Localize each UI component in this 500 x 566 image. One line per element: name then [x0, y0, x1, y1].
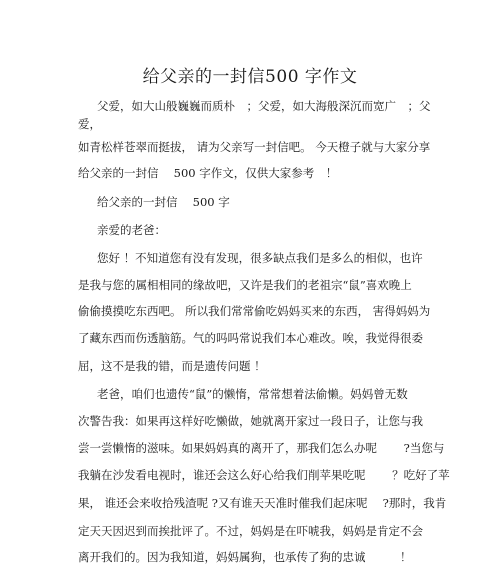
- paragraph-line: 次警告我：如果再这样好吃懒做，她就离开家过一段日子，让您与我: [78, 414, 423, 428]
- paragraph-line: 父爱，如大山般巍巍而质朴 ；父爱，如大海般深沉而宽广 ；父: [97, 99, 431, 113]
- paragraph-line: 屈，这不是我的错，而是遗传问题 ！: [78, 359, 266, 373]
- paragraph-line: 是我与您的属相相同的缘故吧，又许是我们的老祖宗“鼠”喜欢晚上: [78, 278, 412, 292]
- paragraph-line: 爱，: [78, 117, 101, 131]
- salutation: 亲爱的老爸：: [97, 223, 166, 237]
- paragraph-line: 给父亲的一封信 500 字: [97, 195, 230, 209]
- paragraph-line: 您好 ！不知道您有没有发现，很多缺点我们是多么的相似，也许: [97, 251, 423, 265]
- paragraph-line: 如青松样苍翠而挺拔， 请为父亲写一封信吧。 今天橙子就与大家分享: [78, 140, 431, 154]
- paragraph-line: 尝一尝懒惰的滋味。如果妈妈真的离开了，那我们怎么办呢 ?当您与: [78, 441, 445, 455]
- paragraph-line: 我躺在沙发看电视时，谁还会这么好心给我们削苹果吃呢 ？吃好了苹: [78, 468, 450, 482]
- paragraph-line: 给父亲的一封信 500 字作文，仅供大家参考 ！: [78, 166, 338, 180]
- document-title: 给父亲的一封信500 字作文: [142, 67, 358, 87]
- paragraph-line: 老爸，咱们也遗传“鼠”的懒惰，常常想着法偷懒。妈妈曾无数: [97, 387, 408, 401]
- paragraph-line: 定天天因迟到而挨批评了。不过，妈妈是在吓唬我，妈妈是肯定不会: [78, 524, 423, 538]
- paragraph-line: 果， 谁还会来收拾残渣呢 ?又有谁天天准时催我们起床呢 ?那时，我肯: [78, 496, 447, 510]
- paragraph-line: 偷偷摸摸吃东西吧。 所以我们常常偷吃妈妈买来的东西， 害得妈妈为: [78, 304, 431, 318]
- paragraph-line: 离开我们的。因为我知道，妈妈属狗，也承传了狗的忠诚 ！: [78, 550, 412, 564]
- paragraph-line: 了藏东西而伤透脑筋。气的吗吗常说我们本心难改。唉，我觉得很委: [78, 331, 423, 345]
